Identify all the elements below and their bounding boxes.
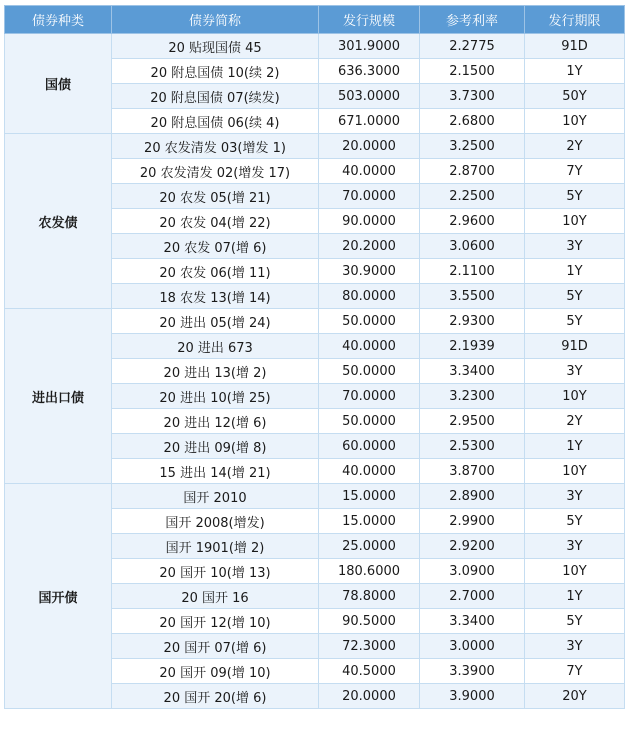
issue-size-cell: 40.0000 [319, 459, 420, 484]
reference-rate-cell: 3.9000 [420, 684, 525, 709]
term-cell: 7Y [525, 159, 625, 184]
table-body [5, 34, 625, 709]
bond-name-cell: 20 农发清发 03(增发 1) [112, 134, 319, 159]
reference-rate-cell: 2.2775 [420, 34, 525, 59]
issue-size-cell: 636.3000 [319, 59, 420, 84]
issue-size-cell: 50.0000 [319, 409, 420, 434]
reference-rate-cell: 2.9600 [420, 209, 525, 234]
category-cell: 进出口债 [5, 309, 112, 484]
reference-rate-cell: 3.2300 [420, 384, 525, 409]
issue-size-cell: 60.0000 [319, 434, 420, 459]
table-row [5, 34, 625, 59]
issue-size-cell: 20.2000 [319, 234, 420, 259]
bond-name-cell: 国开 1901(增 2) [112, 534, 319, 559]
term-cell: 1Y [525, 434, 625, 459]
reference-rate-cell: 2.1100 [420, 259, 525, 284]
header-term: 发行期限 [525, 6, 625, 34]
bond-name-cell: 20 进出 10(增 25) [112, 384, 319, 409]
reference-rate-cell: 2.5300 [420, 434, 525, 459]
bond-name-cell: 20 农发 04(增 22) [112, 209, 319, 234]
table-row [5, 484, 625, 509]
bond-name-cell: 20 进出 12(增 6) [112, 409, 319, 434]
issue-size-cell: 90.0000 [319, 209, 420, 234]
reference-rate-cell: 3.3900 [420, 659, 525, 684]
reference-rate-cell: 3.7300 [420, 84, 525, 109]
bond-name-cell: 20 国开 07(增 6) [112, 634, 319, 659]
category-cell: 农发债 [5, 134, 112, 309]
issue-size-cell: 180.6000 [319, 559, 420, 584]
bond-name-cell: 18 农发 13(增 14) [112, 284, 319, 309]
term-cell: 3Y [525, 534, 625, 559]
term-cell: 10Y [525, 559, 625, 584]
header-issue-size: 发行规模 [319, 6, 420, 34]
term-cell: 2Y [525, 134, 625, 159]
term-cell: 7Y [525, 659, 625, 684]
bond-name-cell: 15 进出 14(增 21) [112, 459, 319, 484]
bond-name-cell: 20 国开 10(增 13) [112, 559, 319, 584]
term-cell: 10Y [525, 384, 625, 409]
term-cell: 10Y [525, 109, 625, 134]
table-row [5, 309, 625, 334]
term-cell: 1Y [525, 59, 625, 84]
reference-rate-cell: 2.1939 [420, 334, 525, 359]
reference-rate-cell: 3.2500 [420, 134, 525, 159]
reference-rate-cell: 2.2500 [420, 184, 525, 209]
term-cell: 5Y [525, 609, 625, 634]
term-cell: 3Y [525, 484, 625, 509]
bond-name-cell: 20 国开 12(增 10) [112, 609, 319, 634]
reference-rate-cell: 2.8700 [420, 159, 525, 184]
issue-size-cell: 20.0000 [319, 684, 420, 709]
term-cell: 3Y [525, 234, 625, 259]
term-cell: 5Y [525, 184, 625, 209]
bond-name-cell: 20 进出 05(增 24) [112, 309, 319, 334]
header-reference-rate: 参考利率 [420, 6, 525, 34]
issue-size-cell: 40.5000 [319, 659, 420, 684]
bond-name-cell: 国开 2010 [112, 484, 319, 509]
term-cell: 1Y [525, 259, 625, 284]
issue-size-cell: 72.3000 [319, 634, 420, 659]
reference-rate-cell: 2.9900 [420, 509, 525, 534]
issue-size-cell: 15.0000 [319, 509, 420, 534]
table-row [5, 134, 625, 159]
issue-size-cell: 70.0000 [319, 384, 420, 409]
bond-name-cell: 20 进出 673 [112, 334, 319, 359]
issue-size-cell: 25.0000 [319, 534, 420, 559]
term-cell: 3Y [525, 359, 625, 384]
term-cell: 5Y [525, 284, 625, 309]
term-cell: 5Y [525, 509, 625, 534]
category-cell: 国债 [5, 34, 112, 134]
bond-name-cell: 20 农发 06(增 11) [112, 259, 319, 284]
issue-size-cell: 78.8000 [319, 584, 420, 609]
header-row [5, 6, 625, 34]
issue-size-cell: 40.0000 [319, 334, 420, 359]
issue-size-cell: 70.0000 [319, 184, 420, 209]
bond-name-cell: 20 贴现国债 45 [112, 34, 319, 59]
term-cell: 10Y [525, 209, 625, 234]
reference-rate-cell: 3.3400 [420, 609, 525, 634]
reference-rate-cell: 2.8900 [420, 484, 525, 509]
issue-size-cell: 15.0000 [319, 484, 420, 509]
term-cell: 91D [525, 34, 625, 59]
bond-name-cell: 20 国开 16 [112, 584, 319, 609]
issue-size-cell: 40.0000 [319, 159, 420, 184]
term-cell: 5Y [525, 309, 625, 334]
header-bond-name: 债券简称 [112, 6, 319, 34]
reference-rate-cell: 2.9200 [420, 534, 525, 559]
issue-size-cell: 20.0000 [319, 134, 420, 159]
bond-name-cell: 20 农发 07(增 6) [112, 234, 319, 259]
term-cell: 3Y [525, 634, 625, 659]
term-cell: 1Y [525, 584, 625, 609]
term-cell: 20Y [525, 684, 625, 709]
reference-rate-cell: 3.5500 [420, 284, 525, 309]
issue-size-cell: 50.0000 [319, 359, 420, 384]
bond-name-cell: 国开 2008(增发) [112, 509, 319, 534]
bond-name-cell: 20 国开 20(增 6) [112, 684, 319, 709]
bond-name-cell: 20 附息国债 10(续 2) [112, 59, 319, 84]
reference-rate-cell: 2.6800 [420, 109, 525, 134]
reference-rate-cell: 3.3400 [420, 359, 525, 384]
bond-name-cell: 20 附息国债 06(续 4) [112, 109, 319, 134]
reference-rate-cell: 2.1500 [420, 59, 525, 84]
bond-name-cell: 20 农发清发 02(增发 17) [112, 159, 319, 184]
term-cell: 2Y [525, 409, 625, 434]
issue-size-cell: 503.0000 [319, 84, 420, 109]
bond-issuance-table [4, 5, 625, 709]
reference-rate-cell: 3.0600 [420, 234, 525, 259]
header-bond-type: 债券种类 [5, 6, 112, 34]
issue-size-cell: 90.5000 [319, 609, 420, 634]
issue-size-cell: 80.0000 [319, 284, 420, 309]
issue-size-cell: 30.9000 [319, 259, 420, 284]
bond-name-cell: 20 农发 05(增 21) [112, 184, 319, 209]
term-cell: 50Y [525, 84, 625, 109]
category-cell: 国开债 [5, 484, 112, 709]
term-cell: 10Y [525, 459, 625, 484]
reference-rate-cell: 3.0000 [420, 634, 525, 659]
issue-size-cell: 671.0000 [319, 109, 420, 134]
bond-name-cell: 20 进出 13(增 2) [112, 359, 319, 384]
reference-rate-cell: 3.0900 [420, 559, 525, 584]
bond-name-cell: 20 附息国债 07(续发) [112, 84, 319, 109]
reference-rate-cell: 2.9300 [420, 309, 525, 334]
bond-name-cell: 20 国开 09(增 10) [112, 659, 319, 684]
reference-rate-cell: 3.8700 [420, 459, 525, 484]
bond-name-cell: 20 进出 09(增 8) [112, 434, 319, 459]
reference-rate-cell: 2.9500 [420, 409, 525, 434]
term-cell: 91D [525, 334, 625, 359]
reference-rate-cell: 2.7000 [420, 584, 525, 609]
issue-size-cell: 50.0000 [319, 309, 420, 334]
issue-size-cell: 301.9000 [319, 34, 420, 59]
